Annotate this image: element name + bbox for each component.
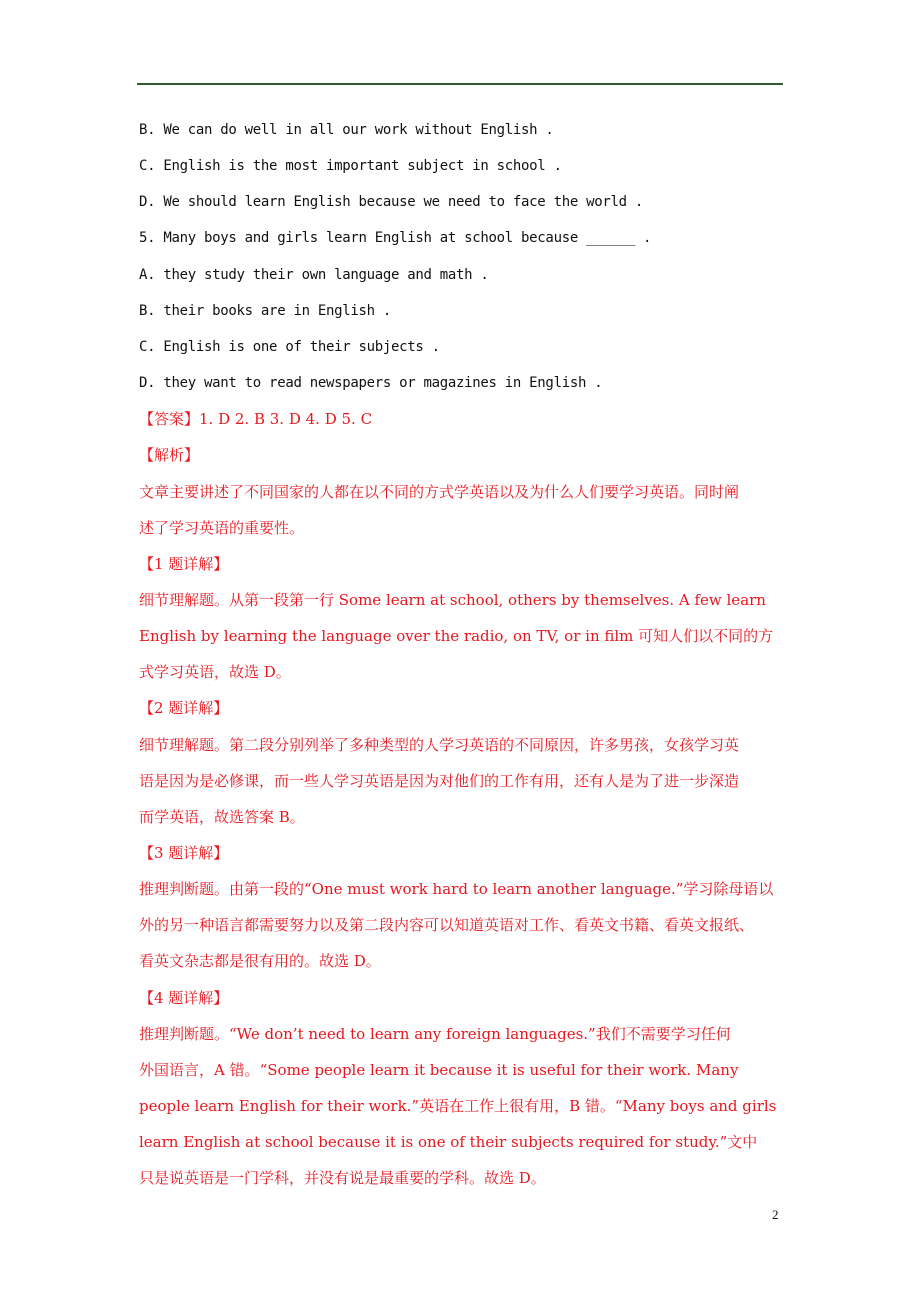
answer-line: 【4 题详解】 xyxy=(139,988,229,1007)
answer-line: 推理判断题。“We don’t need to learn any foreign languages.”我们不需要学习任何 xyxy=(139,1024,731,1043)
question-line: C. English is the most important subject in school . xyxy=(139,158,562,175)
answer-line: 语是因为是必修课，而一些人学习英语是因为对他们的工作有用，还有人是为了进一步深造 xyxy=(139,771,740,790)
answer-line: 述了学习英语的重要性。 xyxy=(139,518,305,537)
question-line: D. We should learn English because we need to face the world . xyxy=(139,194,643,211)
answer-line: 【解析】 xyxy=(139,446,200,465)
question-line: C. English is one of their subjects . xyxy=(139,338,440,355)
answer-line: 【答案】1. D 2. B 3. D 4. D 5. C xyxy=(139,410,373,429)
question-line: D. they want to read newspapers or magazines in English . xyxy=(139,375,603,392)
answer-line: 【3 题详解】 xyxy=(139,844,229,862)
answer-line: 而学英语，故选答案 B。 xyxy=(139,807,305,826)
answer-line: 推理判断题。由第一段的“One must work hard to learn another language.”学习除母语以 xyxy=(139,880,774,899)
answer-line: 外国语言，A 错。“Some people learn it because it is useful for their work. Many xyxy=(139,1060,739,1079)
page-number: 2 xyxy=(772,1207,779,1222)
header-rule xyxy=(137,83,783,85)
answer-line: learn English at school because it is one of their subjects required for study.”文中 xyxy=(139,1133,758,1152)
answer-line: people learn English for their work.”英语在工作上很有用，B 错。“Many boys and girls xyxy=(139,1097,777,1116)
question-line: B. We can do well in all our work without English . xyxy=(139,122,554,138)
question-line: B. their books are in English . xyxy=(139,302,391,319)
answer-line: 细节理解题。第二段分别列举了多种类型的人学习英语的不同原因，许多男孩，女孩学习英 xyxy=(139,735,740,754)
answer-line: English by learning the language over the radio, on TV, or in film 可知人们以不同的方 xyxy=(139,627,774,646)
answer-line: 【2 题详解】 xyxy=(139,699,229,718)
answer-line: 式学习英语，故选 D。 xyxy=(139,663,291,682)
question-line: A. they study their own language and math . xyxy=(139,266,489,283)
answer-line: 文章主要讲述了不同国家的人都在以不同的方式学英语以及为什么人们要学习英语。同时阐 xyxy=(139,482,740,501)
question-line: 5. Many boys and girls learn English at school because ______ . xyxy=(139,230,652,247)
answer-line: 【1 题详解】 xyxy=(139,554,229,573)
answer-line: 看英文杂志都是很有用的。故选 D。 xyxy=(139,952,381,971)
answer-line: 细节理解题。从第一段第一行 Some learn at school, others by themselves. A few learn xyxy=(139,590,766,609)
answer-line: 只是说英语是一门学科，并没有说是最重要的学科。故选 D。 xyxy=(139,1169,546,1188)
answer-line: 外的另一种语言都需要努力以及第二段内容可以知道英语对工作、看英文书籍、看英文报纸、 xyxy=(139,916,755,935)
